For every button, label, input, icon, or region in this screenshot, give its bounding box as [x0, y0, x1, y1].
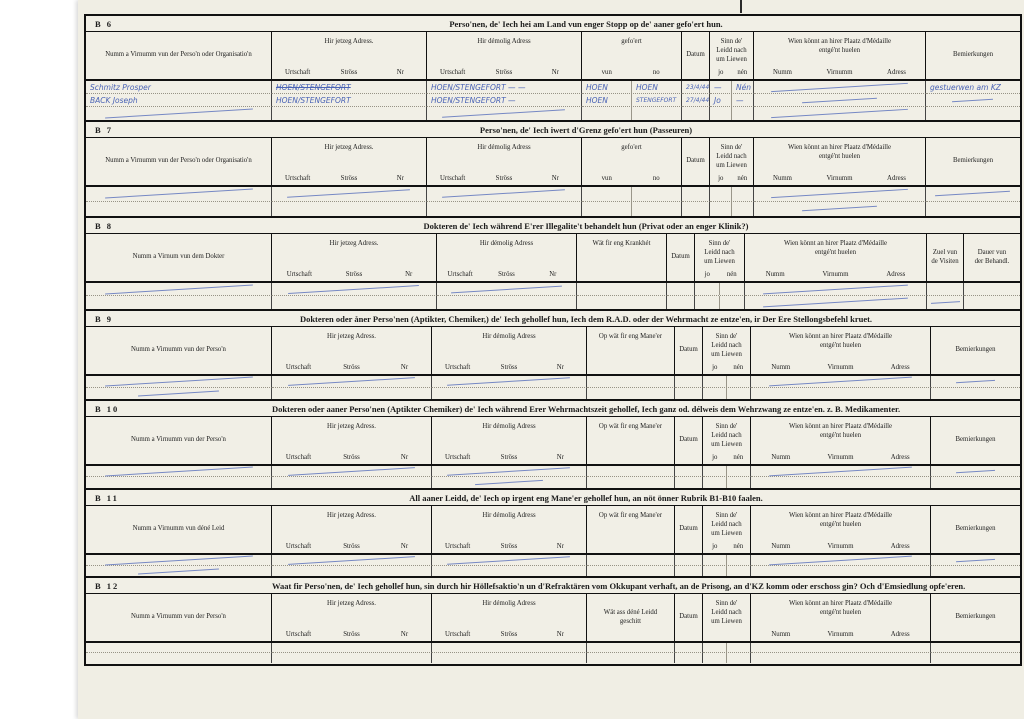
cell-jetzeg — [272, 566, 432, 577]
cell-zuel — [927, 296, 964, 309]
scanned-page — [78, 0, 1024, 719]
column-header-medaille: Wien könnt an hirer Plaatz d'Médaille entgé'nt huelen Numm Virnumm Adress — [754, 138, 926, 185]
cell-datum — [675, 653, 703, 663]
section-id: B 10 — [95, 403, 120, 414]
cell-datum — [675, 466, 703, 477]
column-header-demolig-adress: Hir démolig Adress Urtschaft Ströss Nr — [432, 594, 587, 641]
cell-jetzeg — [272, 376, 432, 388]
cell-sinn — [703, 555, 751, 566]
section-id: B 11 — [95, 492, 119, 503]
cell-medaille — [745, 283, 927, 296]
column-header-datum: Datum — [682, 32, 710, 79]
cell-datum — [675, 643, 703, 653]
section-body — [86, 187, 1020, 216]
cell-demolig — [432, 653, 587, 663]
table-row — [86, 653, 1020, 663]
column-header-sinn-liewen: Sinn de' Leidd nach um Liewen jo nén — [703, 417, 751, 464]
column-header-demolig-adress: Hir démolig Adress Urtschaft Ströss Nr — [437, 234, 577, 281]
cell-jetzeg — [272, 94, 427, 107]
cell-maneer — [587, 566, 675, 577]
column-header-maneer: Op wät fir eng Mane'er — [587, 506, 675, 553]
cell-name — [86, 555, 272, 566]
cell-medaille — [745, 296, 927, 309]
cell-datum — [675, 477, 703, 488]
cell-demolig — [437, 296, 577, 309]
pen-stroke — [769, 555, 912, 565]
cell-bemierkungen — [926, 94, 1020, 107]
cell-datum — [682, 202, 710, 217]
table-row — [86, 388, 1020, 400]
pen-stroke — [442, 109, 565, 118]
section-body — [86, 376, 1020, 399]
cell-jetzeg — [272, 283, 437, 296]
section-id: B 12 — [95, 580, 120, 591]
cell-sinn — [703, 653, 751, 663]
column-header-medaille: Wien könnt an hirer Plaatz d'Médaille entgé'nt huelen Numm Virnumm Adress — [745, 234, 927, 281]
cell-demolig — [432, 477, 587, 488]
pen-stroke — [935, 191, 1010, 197]
column-header-medaille: Wien könnt an hirer Plaatz d'Médaille entgé'nt huelen Numm Virnumm Adress — [754, 32, 926, 79]
cell-jetzeg — [272, 643, 432, 653]
cell-geschitt — [587, 653, 675, 663]
pen-stroke — [105, 466, 253, 476]
column-header-jetzeg-adress: Hir jetzeg Adress. Urtschaft Ströss Nr — [272, 138, 427, 185]
table-row — [86, 187, 1020, 202]
table-row — [86, 466, 1020, 477]
cell-name — [86, 202, 272, 217]
cell-name — [86, 477, 272, 488]
section-body — [86, 81, 1020, 120]
cell-medaille — [754, 107, 926, 120]
section-title: Perso'nen, de' Iech iwert d'Grenz gefo'ert hun (Passeuren) — [479, 124, 693, 135]
section-id: B 8 — [95, 220, 114, 231]
cell-medaille — [751, 388, 931, 400]
column-header-name: Numm a Virnumm vun déné Leid — [86, 506, 272, 553]
cell-bemierkungen — [926, 107, 1020, 120]
section-title: Dokteren oder åner Perso'nen (Aptikter, Chemiker,) de' Iech gehollef hun, Iech dem R.A.D. oder der Wehrmacht ze entze'en, ir Der Ere Stellongsbefehl kruet. — [299, 313, 873, 324]
section-body — [86, 283, 1020, 309]
pen-stroke — [105, 555, 253, 565]
header-row — [86, 234, 1020, 283]
cell-bemierkungen — [931, 477, 1020, 488]
cell-bemierkungen — [931, 376, 1020, 388]
column-header-medaille: Wien könnt an hirer Plaatz d'Médaille entgé'nt huelen Numm Virnumm Adress — [751, 594, 931, 641]
cell-medaille — [754, 202, 926, 217]
cell-dauer — [964, 296, 1020, 309]
section-title-row — [86, 122, 1020, 138]
section-title: Perso'nen, de' Iech hei am Land vun enger Stopp op de' aaner gefo'ert hun. — [449, 18, 723, 29]
handwritten-no: STENGEFORT — [636, 96, 677, 104]
header-row — [86, 594, 1020, 643]
table-row — [86, 107, 1020, 120]
pen-stroke — [802, 206, 877, 212]
cell-jetzeg — [272, 477, 432, 488]
cell-medaille — [751, 477, 931, 488]
cell-sinn — [703, 566, 751, 577]
handwritten-jo: — — [714, 82, 722, 92]
cell-datum — [682, 187, 710, 202]
cell-demolig — [432, 388, 587, 400]
column-header-jetzeg-adress: Hir jetzeg Adress. Urtschaft Ströss Nr — [272, 506, 432, 553]
questionnaire-table — [84, 14, 1022, 666]
cell-maneer — [587, 388, 675, 400]
handwritten-name: Schmitz Prosper — [90, 82, 151, 92]
cell-demolig — [427, 202, 582, 217]
cell-gefoert — [582, 202, 682, 217]
pen-stroke — [952, 98, 993, 102]
cell-jetzeg — [272, 653, 432, 663]
cell-name — [86, 643, 272, 653]
cell-jetzeg — [272, 187, 427, 202]
cell-name — [86, 566, 272, 577]
cell-demolig — [432, 643, 587, 653]
cell-demolig — [427, 81, 582, 94]
column-header-name: Numm a Virnumm vun der Perso'n — [86, 594, 272, 641]
column-header-bemierkungen: Bemierkungen — [955, 525, 996, 533]
cell-bemierkungen — [931, 566, 1020, 577]
cell-sinn — [703, 466, 751, 477]
column-header-demolig-adress: Hir démolig Adress Urtschaft Ströss Nr — [427, 32, 582, 79]
cell-medaille — [754, 187, 926, 202]
cell-sinn — [710, 94, 754, 107]
cell-datum — [682, 107, 710, 120]
cell-datum — [682, 94, 710, 107]
cell-datum — [667, 296, 695, 309]
cell-jetzeg — [272, 388, 432, 400]
column-header-name: Numm a Virnumm vun der Perso'n — [86, 417, 272, 464]
cell-bemierkungen — [931, 466, 1020, 477]
handwritten-datum: 27/4/44 — [686, 96, 710, 104]
column-header-jetzeg-adress: Hir jetzeg Adress. Urtschaft Ströss Nr — [272, 32, 427, 79]
column-header-sinn-liewen: Sinn de' Leidd nach um Liewen — [703, 594, 751, 641]
pen-stroke — [451, 285, 562, 293]
cell-maneer — [587, 555, 675, 566]
column-header-jetzeg-adress: Hir jetzeg Adress. Urtschaft Ströss Nr — [272, 327, 432, 374]
column-header-datum: Datum — [682, 138, 710, 185]
cell-sinn — [703, 388, 751, 400]
cell-demolig — [432, 566, 587, 577]
column-header-jetzeg-adress: Hir jetzeg Adress. Urtschaft Ströss Nr — [272, 417, 432, 464]
cell-demolig — [427, 94, 582, 107]
cell-demolig — [427, 107, 582, 120]
column-header-jetzeg-adress: Hir jetzeg Adress. Urtschaft Ströss Nr — [272, 594, 432, 641]
column-header-datum: Datum — [675, 417, 703, 464]
column-header-maneer: Op wät fir eng Mane'er — [587, 327, 675, 374]
cell-medaille — [754, 81, 926, 94]
cell-sinn — [710, 107, 754, 120]
column-header-name: Numm a Virnumm vun der Perso'n — [86, 327, 272, 374]
column-header-jetzeg-adress: Hir jetzeg Adress. Urtschaft Ströss Nr — [272, 234, 437, 281]
cell-bemierkungen — [931, 653, 1020, 663]
cell-sinn — [695, 283, 745, 296]
header-row — [86, 506, 1020, 555]
cell-name — [86, 388, 272, 400]
table-row — [86, 296, 1020, 309]
section-title-row — [86, 311, 1020, 327]
cell-gefoert — [582, 107, 682, 120]
cell-jetzeg — [272, 81, 427, 94]
cell-sinn — [710, 81, 754, 94]
table-row — [86, 202, 1020, 217]
pen-stroke — [771, 189, 908, 198]
cell-datum — [682, 81, 710, 94]
column-header-sinn-liewen: Sinn de' Leidd nach um Liewen jo nén — [710, 32, 754, 79]
header-row — [86, 417, 1020, 466]
section-b8 — [86, 218, 1020, 311]
cell-jetzeg — [272, 555, 432, 566]
cell-gefoert — [582, 187, 682, 202]
table-row — [86, 643, 1020, 653]
pen-stroke — [475, 480, 543, 485]
column-header-medaille: Wien könnt an hirer Plaatz d'Médaille entgé'nt huelen Numm Virnumm Adress — [751, 417, 931, 464]
handwritten-nen: — — [736, 95, 744, 105]
cell-maneer — [587, 376, 675, 388]
column-header-bemierkungen: Bemierkungen — [955, 436, 996, 444]
column-header-medaille: Wien könnt an hirer Plaatz d'Médaille entgé'nt huelen Numm Virnumm Adress — [751, 327, 931, 374]
handwritten-address-struck: HOEN/STENGEFORT — [276, 82, 351, 92]
header-row — [86, 32, 1020, 81]
cell-medaille — [751, 555, 931, 566]
column-header-datum: Datum — [675, 327, 703, 374]
column-header-datum: Datum — [667, 234, 695, 281]
column-header-sinn-liewen: Sinn de' Leidd nach um Liewen jo nén — [710, 138, 754, 185]
cell-datum — [675, 555, 703, 566]
cell-gefoert — [582, 94, 682, 107]
column-header-gefoert: gefo'ert vun no — [582, 138, 682, 185]
column-header-geschitt: Wät ass déné Leidd geschitt — [587, 594, 675, 641]
pen-stroke — [771, 109, 908, 118]
pen-stroke — [105, 377, 253, 387]
pen-stroke — [956, 470, 995, 473]
cell-krankhet — [577, 296, 667, 309]
pen-stroke — [442, 190, 565, 199]
cell-name — [86, 296, 272, 309]
cell-name — [86, 653, 272, 663]
cell-datum — [675, 376, 703, 388]
cell-sinn — [703, 643, 751, 653]
section-title: Dokteren oder aaner Perso'nen (Aptikter Chemiker) de' Iech während Erer Wehrmachtszeit gehollef, Iech ganz od. délweis dem Wehrzwang ze entze'en. z. B. Medikamenter. — [272, 403, 901, 414]
pen-stroke — [288, 285, 419, 294]
pen-stroke — [138, 568, 219, 574]
pen-stroke — [769, 466, 912, 476]
pen-stroke — [956, 558, 995, 561]
header-row — [86, 138, 1020, 187]
cell-medaille — [751, 643, 931, 653]
section-id: B 6 — [95, 18, 114, 29]
section-id: B 9 — [95, 313, 114, 324]
cell-bemierkungen — [926, 202, 1020, 217]
column-header-demolig-adress: Hir démolig Adress Urtschaft Ströss Nr — [432, 506, 587, 553]
header-row — [86, 327, 1020, 376]
cell-medaille — [751, 653, 931, 663]
column-header-maneer: Op wät fir eng Mane'er — [587, 417, 675, 464]
section-b10 — [86, 401, 1020, 490]
cell-jetzeg — [272, 107, 427, 120]
cell-bemierkungen — [926, 81, 1020, 94]
column-header-dauer-behandlung: Dauer vun der Behandl. — [974, 248, 1010, 265]
section-body — [86, 466, 1020, 488]
pen-stroke — [763, 298, 908, 308]
cell-bemierkungen — [931, 388, 1020, 400]
cell-name — [86, 94, 272, 107]
section-title: Dokteren de' Iech während E'rer Illegalite't behandelt hun (Privat oder an enger Klinik?) — [423, 220, 749, 231]
handwritten-name: BACK Joseph — [90, 95, 138, 105]
handwritten-no: HOEN — [636, 82, 658, 92]
section-b7 — [86, 122, 1020, 218]
handwritten-address: HOEN/STENGEFORT — — — [431, 82, 526, 92]
section-body — [86, 643, 1020, 663]
section-title: All aaner Leidd, de' Iech op irgent eng Mane'er gehollef hun, an nöt önner Rubrik B1-B10 faalen. — [409, 492, 763, 503]
cell-demolig — [427, 187, 582, 202]
cell-jetzeg — [272, 466, 432, 477]
column-header-medaille: Wien könnt an hirer Plaatz d'Médaille entgé'nt huelen Numm Virnumm Adress — [751, 506, 931, 553]
column-header-sinn-liewen: Sinn de' Leidd nach um Liewen jo nén — [703, 327, 751, 374]
pen-stroke — [447, 377, 570, 386]
section-b11 — [86, 490, 1020, 578]
section-title-row — [86, 401, 1020, 417]
cell-zuel — [927, 283, 964, 296]
pen-stroke — [105, 284, 253, 294]
cell-demolig — [432, 376, 587, 388]
cell-name — [86, 466, 272, 477]
column-header-demolig-adress: Hir démolig Adress Urtschaft Ströss Nr — [432, 417, 587, 464]
cell-datum — [667, 283, 695, 296]
cell-medaille — [751, 566, 931, 577]
pen-stroke — [769, 377, 912, 387]
column-header-zuel-visiten: Zuel vun de Visiten — [927, 234, 964, 281]
section-title-row — [86, 218, 1020, 234]
cell-dauer — [964, 283, 1020, 296]
pen-stroke — [447, 467, 570, 476]
cell-sinn — [703, 477, 751, 488]
section-id: B 7 — [95, 124, 114, 135]
cell-krankhet — [577, 283, 667, 296]
handwritten-address: HOEN/STENGEFORT — [276, 95, 351, 105]
section-title-row — [86, 578, 1020, 594]
handwritten-vun: HOEN — [586, 82, 608, 92]
column-header-bemierkungen: Bemierkungen — [955, 613, 996, 621]
cell-name — [86, 283, 272, 296]
table-row — [86, 283, 1020, 296]
column-header-datum: Datum — [675, 506, 703, 553]
cell-bemierkungen — [931, 555, 1020, 566]
table-row — [86, 477, 1020, 488]
cell-geschitt — [587, 643, 675, 653]
cell-name — [86, 81, 272, 94]
cell-name — [86, 187, 272, 202]
handwritten-vun: HOEN — [586, 95, 608, 105]
cell-sinn — [703, 376, 751, 388]
handwritten-address: HOEN/STENGEFORT — — [431, 95, 516, 105]
pen-stroke — [802, 97, 877, 103]
handwritten-jo: Jo — [714, 95, 721, 105]
cell-bemierkungen — [926, 187, 1020, 202]
cell-medaille — [754, 94, 926, 107]
handwritten-nen: Nén — [736, 82, 751, 92]
section-title-row — [86, 490, 1020, 506]
cell-medaille — [751, 466, 931, 477]
pen-stroke — [138, 391, 219, 397]
table-row — [86, 555, 1020, 566]
section-b12 — [86, 578, 1020, 663]
pen-stroke — [287, 190, 410, 199]
cell-sinn — [710, 202, 754, 217]
cell-demolig — [432, 555, 587, 566]
pen-stroke — [956, 380, 995, 383]
column-header-sinn-liewen: Sinn de' Leidd nach um Liewen jo nén — [703, 506, 751, 553]
pen-stroke — [763, 284, 908, 294]
column-header-name: Numm a Virnum vun dem Dokter — [86, 234, 272, 281]
column-header-name: Numm a Virnumm vun der Perso'n oder Organisatio'n — [86, 32, 272, 79]
fold-mark — [740, 0, 742, 13]
pen-stroke — [771, 83, 908, 92]
cell-name — [86, 376, 272, 388]
cell-sinn — [710, 187, 754, 202]
cell-jetzeg — [272, 202, 427, 217]
cell-demolig — [432, 466, 587, 477]
cell-demolig — [437, 283, 577, 296]
table-row — [86, 94, 1020, 107]
pen-stroke — [288, 377, 415, 386]
table-row — [86, 376, 1020, 388]
handwritten-datum: 23/4/44 — [686, 83, 710, 91]
pen-stroke — [105, 109, 253, 119]
cell-medaille — [751, 376, 931, 388]
column-header-sinn-liewen: Sinn de' Leidd nach um Liewen jo nén — [695, 234, 745, 281]
cell-name — [86, 107, 272, 120]
column-header-demolig-adress: Hir démolig Adress Urtschaft Ströss Nr — [427, 138, 582, 185]
column-header-bemierkungen: Bemierkungen — [952, 157, 993, 165]
section-b9 — [86, 311, 1020, 401]
cell-jetzeg — [272, 296, 437, 309]
column-header-krankhet: Wät fir eng Krankhét — [577, 234, 667, 281]
section-title: Waat fir Perso'nen, de' Iech gehollef hun, sin durch hir Höllefsaktio'n un d'Refraktären vom Okkupant verhaft, an de Prisong, an d'KZ komm oder erschoss gin? Och d'Emsiedlung opfe'eren. — [272, 580, 966, 591]
cell-bemierkungen — [931, 643, 1020, 653]
cell-datum — [675, 388, 703, 400]
column-header-demolig-adress: Hir démolig Adress Urtschaft Ströss Nr — [432, 327, 587, 374]
cell-maneer — [587, 466, 675, 477]
section-body — [86, 555, 1020, 576]
pen-stroke — [288, 556, 415, 565]
pen-stroke — [447, 556, 570, 565]
column-header-name: Numm a Virnumm vun der Perso'n oder Organisatio'n — [86, 138, 272, 185]
pen-stroke — [105, 189, 253, 199]
table-row — [86, 566, 1020, 577]
table-row — [86, 81, 1020, 94]
column-header-bemierkungen: Bemierkungen — [955, 346, 996, 354]
pen-stroke — [931, 301, 960, 304]
handwritten-remark: gestuerwen am KZ — [930, 82, 1001, 92]
pen-stroke — [288, 467, 415, 476]
cell-datum — [675, 566, 703, 577]
column-header-gefoert: gefo'ert vun no — [582, 32, 682, 79]
section-b6 — [86, 16, 1020, 122]
section-title-row — [86, 16, 1020, 32]
column-header-bemierkungen: Bemierkungen — [952, 51, 993, 59]
column-header-datum: Datum — [675, 594, 703, 641]
cell-gefoert — [582, 81, 682, 94]
cell-maneer — [587, 477, 675, 488]
cell-sinn — [695, 296, 745, 309]
